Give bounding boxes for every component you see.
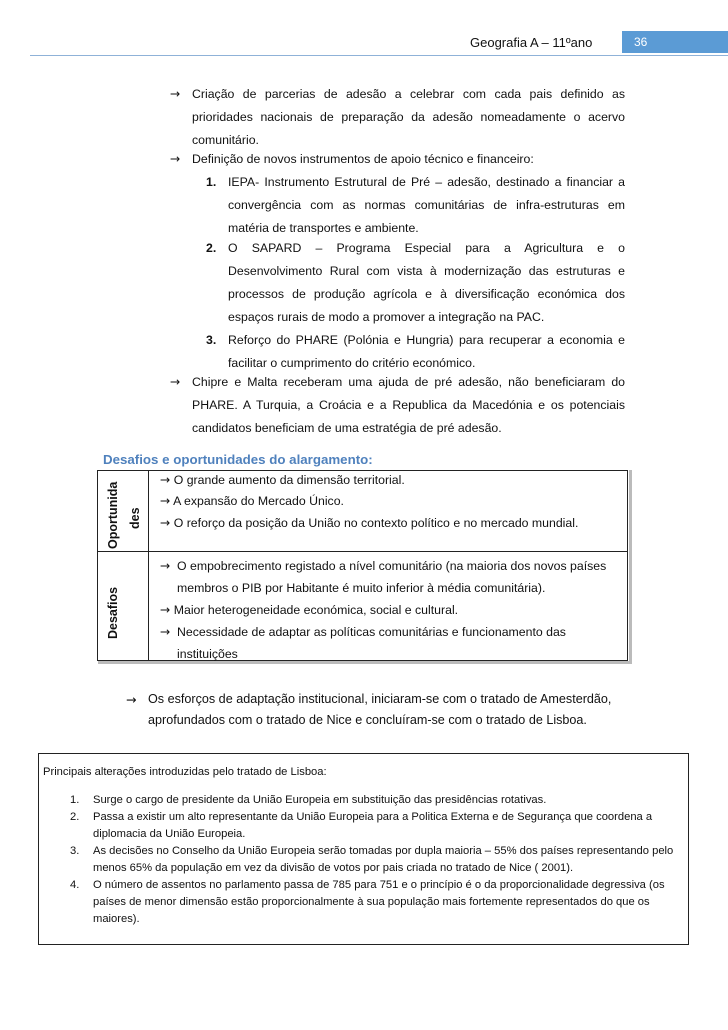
arrow-right-icon: → [170, 152, 181, 166]
list-text: O SAPARD – Programa Especial para a Agricultura e o Desenvolvimento Rural com vista à modernização das estruturas e processos de produção agrícola e à diversificação económica dos espaços rurais de modo a promover a integração na PAC. [228, 241, 625, 324]
table-shadow-right [629, 470, 632, 662]
lisbon-treaty-box [38, 753, 689, 945]
lisbon-item [70, 877, 680, 928]
opportunity-item [160, 469, 620, 491]
challenge-item [160, 599, 620, 621]
bullet-text: Definição de novos instrumentos de apoio técnico e financeiro: [192, 152, 534, 166]
challenges-table [97, 470, 628, 661]
list-item-phare [206, 329, 625, 375]
section-title-desafios: Desafios e oportunidades do alargamento: [103, 452, 373, 467]
lisbon-item [70, 843, 680, 877]
table-divider-vertical [148, 471, 149, 660]
lisbon-title: Principais alterações introduzidas pelo tratado de Lisboa: [43, 766, 327, 778]
bullet-parcerias [170, 83, 625, 152]
arrow-right-icon: → [170, 87, 181, 101]
list-number: 3. [70, 845, 80, 857]
bullet-text: Chipre e Malta receberam uma ajuda de pré adesão, não beneficiaram do PHARE. A Turquia, a Croácia e a Republica da Macedónia e os potenciais candidatos beneficiam de uma estratégia de pré adesão. [192, 375, 625, 435]
list-number: 2. [70, 811, 80, 823]
row-label-oportunidades-1: Oportunida [106, 481, 120, 549]
lisbon-item [70, 809, 680, 843]
challenge-text: Maior heterogeneidade económica, social e cultural. [173, 603, 459, 617]
institutional-note-text: Os esforços de adaptação institucional, iniciaram-se com o tratado de Amesterdão, aprofundados com o tratado de Nice e concluíram-se com o tratado de Lisboa. [148, 692, 612, 727]
arrow-right-icon: → [160, 473, 171, 487]
header-rule [30, 55, 728, 56]
challenge-item [160, 555, 610, 599]
row-label-desafios: Desafios [106, 586, 120, 639]
header-title: Geografia A – 11ºano [470, 35, 593, 50]
bullet-chipre-malta [170, 371, 625, 440]
opportunity-item [160, 490, 620, 512]
challenge-item [160, 621, 610, 665]
challenge-text: O empobrecimento registado a nível comunitário (na maioria dos novos países membros o PIB por Habitante é muito inferior à média comunitária). [177, 559, 607, 595]
list-item-iepa [206, 171, 625, 240]
list-text: IEPA- Instrumento Estrutural de Pré – adesão, destinado a financiar a convergência com as normas comunitárias de infra-estruturas em matéria de transportes e ambiente. [228, 175, 625, 235]
list-number: 4. [70, 879, 80, 891]
list-text: Passa a existir um alto representante da União Europeia para a Politica Externa e de Segurança que coordena a diplomacia da União Europeia. [93, 811, 653, 840]
arrow-right-icon: → [160, 603, 171, 617]
opportunity-text: A expansão do Mercado Único. [173, 494, 344, 508]
arrow-right-icon: → [160, 516, 171, 530]
list-text: As decisões no Conselho da União Europeia serão tomadas por dupla maioria – 55% dos países representando pelo menos 65% da população em vez da divisão de votos por pais criada no tratado de Nice ( 2001). [93, 845, 674, 874]
bullet-instrumentos [170, 148, 625, 171]
arrow-right-icon: → [160, 494, 171, 508]
arrow-right-icon: → [170, 375, 181, 389]
institutional-note [126, 689, 646, 731]
arrow-right-icon: → [126, 692, 137, 707]
lisbon-item [70, 792, 680, 809]
row-label-oportunidades-2: des [128, 507, 142, 529]
arrow-right-icon: → [160, 625, 171, 639]
list-number: 3. [206, 333, 217, 347]
list-text: O número de assentos no parlamento passa de 785 para 751 e o princípio é o da proporcionalidade degressiva (os países de menor dimensão estão proporcionalmente à sua população mais fortemente representados do que os maiores). [93, 879, 665, 925]
list-number: 1. [70, 794, 80, 806]
bullet-text: Criação de parcerias de adesão a celebrar com cada pais definido as prioridades nacionais de preparação da adesão nomeadamente o acervo comunitário. [192, 87, 625, 147]
list-text: Reforço do PHARE (Polónia e Hungria) para recuperar a economia e facilitar o cumprimento do critério económico. [228, 333, 625, 370]
list-item-sapard [206, 237, 625, 329]
arrow-right-icon: → [160, 559, 171, 573]
table-divider-horizontal [98, 551, 627, 552]
list-text: Surge o cargo de presidente da União Europeia em substituição das presidências rotativas. [93, 794, 547, 806]
opportunity-text: O reforço da posição da União no contexto político e no mercado mundial. [173, 516, 579, 530]
list-number: 1. [206, 175, 217, 189]
page-number-badge: 36 [622, 31, 728, 53]
list-number: 2. [206, 241, 217, 255]
opportunity-text: O grande aumento da dimensão territorial. [173, 473, 405, 487]
challenge-text: Necessidade de adaptar as políticas comunitárias e funcionamento das instituições [177, 625, 566, 661]
opportunity-item [160, 512, 630, 534]
